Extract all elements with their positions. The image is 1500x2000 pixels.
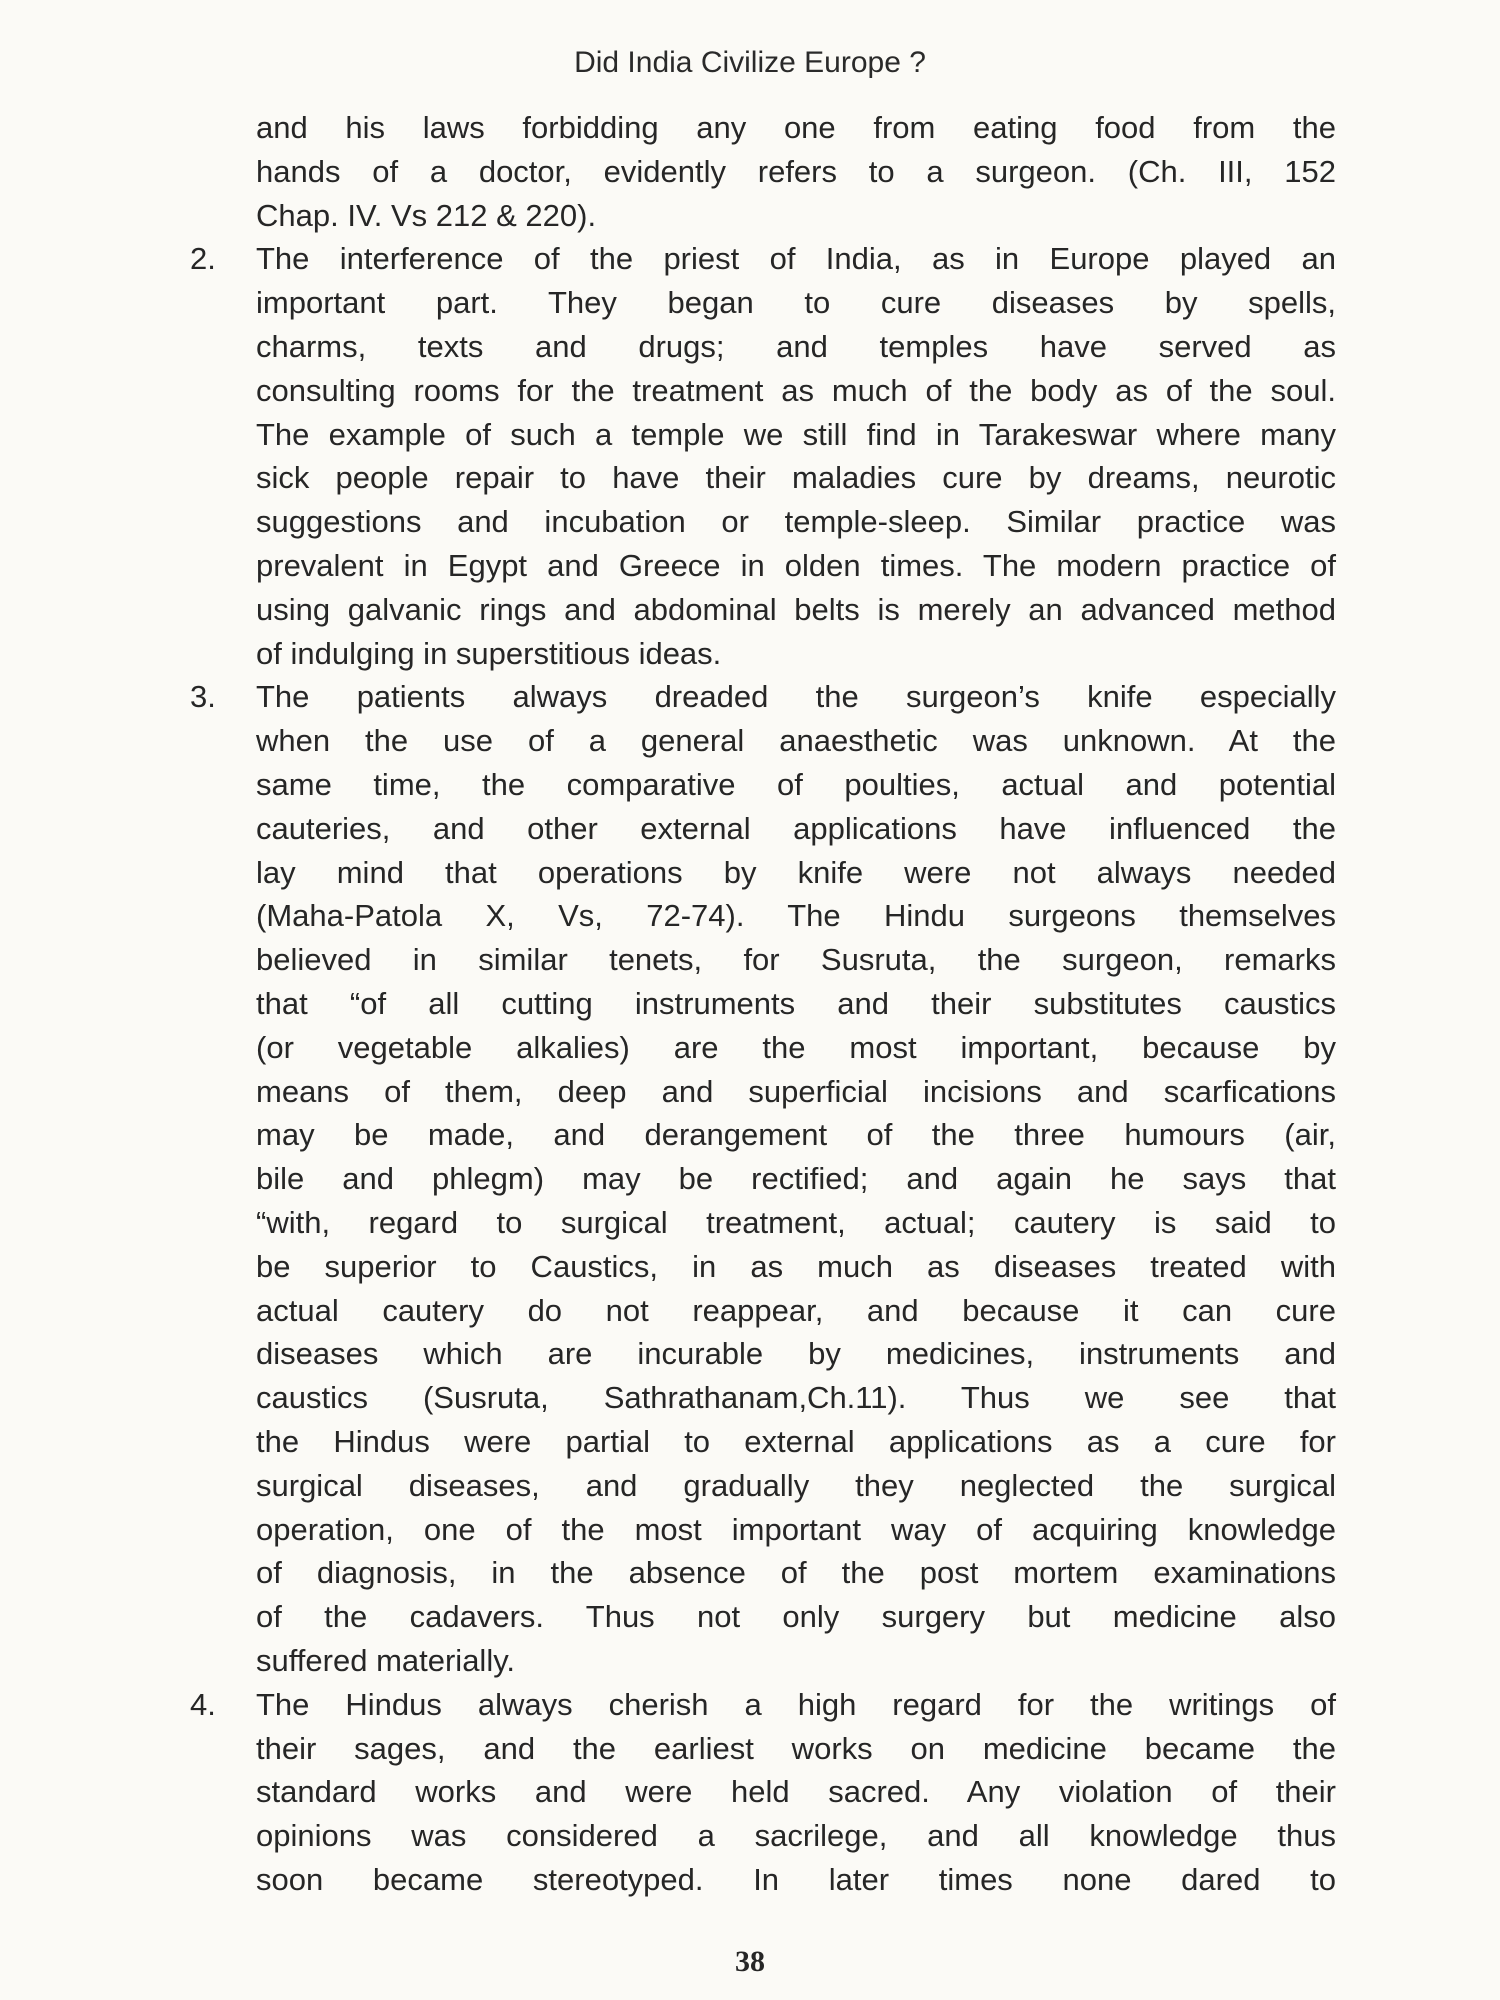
text-line: sick people repair to have their maladies cure by dreams, neurotic <box>256 460 1336 496</box>
text-line: when the use of a general anaesthetic was unknown. At the <box>256 723 1336 759</box>
text-line: may be made, and derangement of the three humours (air, <box>256 1117 1336 1153</box>
list-number: 3. <box>190 679 216 715</box>
text-line: believed in similar tenets, for Susruta, the surgeon, remarks <box>256 942 1336 978</box>
text-line: actual cautery do not reappear, and because it can cure <box>256 1292 1336 1328</box>
text-line: “with, regard to surgical treatment, actual; cautery is said to <box>256 1205 1336 1240</box>
text-line: consulting rooms for the treatment as much of the body as of the soul. <box>256 372 1336 408</box>
text-line: (Maha-Patola X, Vs, 72-74). The Hindu surgeons themselves <box>256 898 1336 934</box>
text-line: Chap. IV. Vs 212 & 220). <box>256 197 597 233</box>
text-line: important part. They began to cure diseases by spells, <box>256 285 1336 321</box>
text-line: the Hindus were partial to external applications as a cure for <box>256 1424 1336 1459</box>
text-line: diseases which are incurable by medicines, instruments and <box>256 1336 1336 1372</box>
text-line: operation, one of the most important way of acquiring knowledge <box>256 1511 1336 1547</box>
text-line: their sages, and the earliest works on medicine became the <box>256 1730 1336 1766</box>
text-line: The interference of the priest of India, as in Europe played an <box>256 241 1336 277</box>
list-number: 2. <box>190 241 216 277</box>
text-line: using galvanic rings and abdominal belts is merely an advanced method <box>256 591 1336 627</box>
text-line: (or vegetable alkalies) are the most important, because by <box>256 1029 1336 1065</box>
text-line: opinions was considered a sacrilege, and all knowledge thus <box>256 1818 1336 1854</box>
text-line: bile and phlegm) may be rectified; and again he says that <box>256 1161 1336 1197</box>
text-line: The example of such a temple we still find in Tarakeswar where many <box>256 416 1336 452</box>
text-line: suffered materially. <box>256 1643 516 1678</box>
text-line: suggestions and incubation or temple-sleep. Similar practice was <box>256 504 1336 540</box>
text-line: charms, texts and drugs; and temples have served as <box>256 329 1336 364</box>
text-line: surgical diseases, and gradually they neglected the surgical <box>256 1467 1336 1503</box>
text-line: The Hindus always cherish a high regard for the writings of <box>256 1686 1336 1722</box>
running-header: Did India Civilize Europe ? <box>574 46 926 79</box>
text-line: lay mind that operations by knife were not always needed <box>256 854 1336 890</box>
text-line: cauteries, and other external applications have influenced the <box>256 810 1336 846</box>
text-line: same time, the comparative of poulties, actual and potential <box>256 767 1336 802</box>
text-line: standard works and were held sacred. Any violation of their <box>256 1774 1336 1810</box>
text-line: caustics (Susruta, Sathrathanam,Ch.11). Thus we see that <box>256 1380 1336 1416</box>
page-number: 38 <box>735 1945 765 1978</box>
text-line: soon became stereotyped. In later times none dared to <box>256 1862 1336 1897</box>
text-line: The patients always dreaded the surgeon’s knife especially <box>256 679 1336 715</box>
text-line: of diagnosis, in the absence of the post mortem examinations <box>256 1555 1336 1591</box>
text-line: of the cadavers. Thus not only surgery but medicine also <box>256 1599 1336 1635</box>
text-line: be superior to Caustics, in as much as diseases treated with <box>256 1248 1336 1284</box>
text-line: means of them, deep and superficial incisions and scarfications <box>256 1073 1336 1109</box>
list-number: 4. <box>190 1686 216 1722</box>
text-line: of indulging in superstitious ideas. <box>256 635 722 671</box>
text-line: prevalent in Egypt and Greece in olden times. The modern practice of <box>256 548 1336 583</box>
text-line: hands of a doctor, evidently refers to a surgeon. (Ch. III, 152 <box>256 153 1336 189</box>
text-line: that “of all cutting instruments and their substitutes caustics <box>256 986 1336 1021</box>
text-line: and his laws forbidding any one from eating food from the <box>256 110 1336 145</box>
